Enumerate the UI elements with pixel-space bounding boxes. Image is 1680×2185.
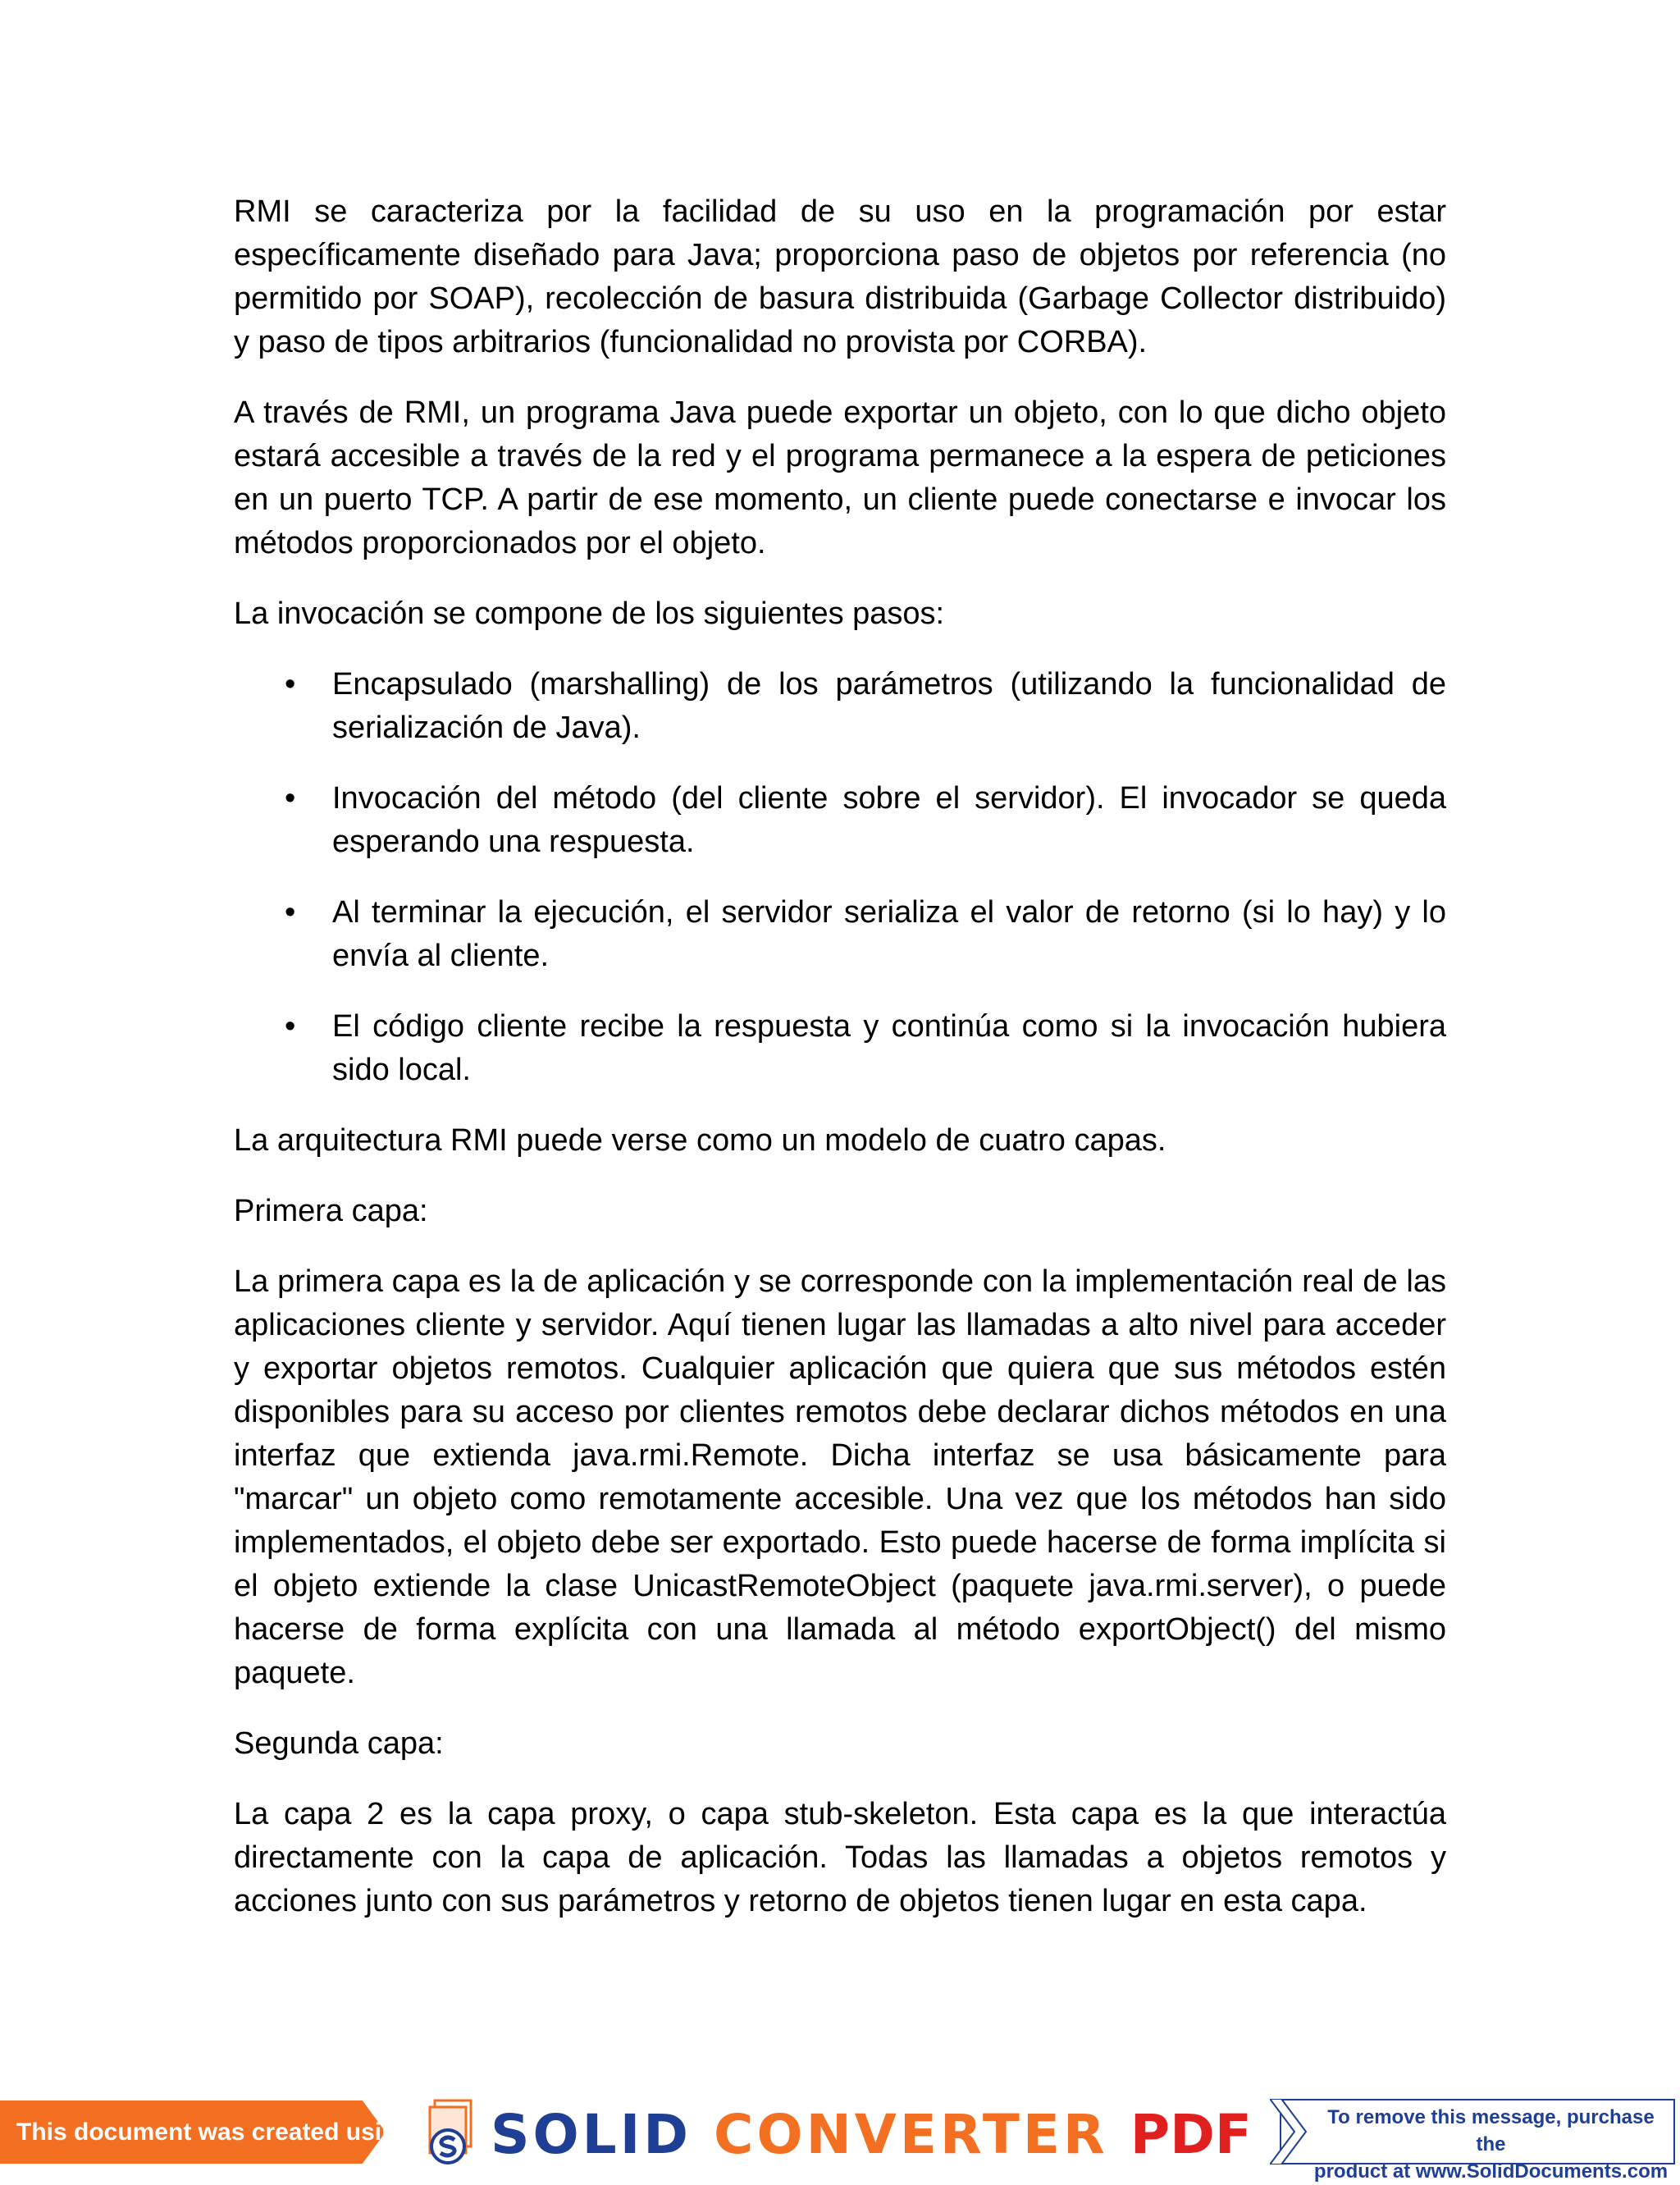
- solid-converter-banner[interactable]: [0, 2092, 1680, 2183]
- list-item: • Al terminar la ejecución, el servidor serializa el valor de retorno (si lo hay) y lo envía al cliente.: [234, 891, 1446, 978]
- heading-second-layer: Segunda capa:: [234, 1726, 444, 1761]
- list-item: • El código cliente recibe la respuesta y continúa como si la invocación hubiera sido local.: [234, 1005, 1446, 1092]
- notice-line-1: To remove this message, purchase the: [1327, 2106, 1655, 2155]
- paragraph-second-layer: La capa 2 es la capa proxy, o capa stub-skeleton. Esta capa es la que interactúa directamente con la capa de aplicación. Todas las llamadas a objetos remotos y acciones junto con sus parámetros y retorno de objetos tienen lugar en esta capa.: [234, 1797, 1446, 1918]
- paragraph-export: A través de RMI, un programa Java puede exportar un objeto, con lo que dicho objeto estará accesible a través de la red y el programa permanece a la espera de peticiones en un puerto TCP. A partir de ese momento, un cliente puede conectarse e invocar los métodos proporcionados por el objeto.: [234, 395, 1446, 560]
- notice-line-2: product at www.SolidDocuments.com: [1313, 2160, 1669, 2183]
- solid-converter-logo-icon: [427, 2099, 477, 2166]
- purchase-notice[interactable]: [1312, 2104, 1669, 2185]
- paragraph-intro: RMI se caracteriza por la facilidad de su uso en la programación por estar específicamente diseñado para Java; proporciona paso de objetos por referencia (no permitido por SOAP), recolección de basura distribuida (Garbage Collector distribuido) y paso de tipos arbitrarios (funcionalidad no provista por CORBA).: [234, 194, 1446, 359]
- paragraph-steps-intro: La invocación se compone de los siguientes pasos:: [234, 597, 945, 631]
- chevron-right-icon: [1270, 2099, 1311, 2164]
- paragraph-architecture: La arquitectura RMI puede verse como un modelo de cuatro capas.: [234, 1123, 1166, 1158]
- steps-list: [234, 663, 1446, 1092]
- bullet-icon: •: [285, 1009, 296, 1044]
- bullet-icon: •: [285, 667, 296, 702]
- paragraph-first-layer: La primera capa es la de aplicación y se corresponde con la implementación real de las aplicaciones cliente y servidor. Aquí tienen lugar las llamadas a alto nivel para acceder y exportar objetos remotos. Cualquier aplicación que quiera que sus métodos estén disponibles para su acceso por clientes remotos debe declarar dichos métodos en una interfaz que extienda java.rmi.Remote. Dicha interfaz se usa básicamente para "marcar" un objeto como remotamente accesible. Una vez que los métodos han sido implementados, el objeto debe ser exportado. Esto puede hacerse de forma implícita si el objeto extiende la clase UnicastRemoteObject (paquete java.rmi.server), o puede hacerse de forma explícita con una llamada al método exportObject() del mismo paquete.: [234, 1264, 1446, 1690]
- brand-wordmark: [491, 2102, 1252, 2168]
- list-item: • Invocación del método (del cliente sobre el servidor). El invocador se queda esperando una respuesta.: [234, 777, 1446, 864]
- bullet-icon: •: [285, 781, 296, 816]
- list-item: • Encapsulado (marshalling) de los parámetros (utilizando la funcionalidad de serialización de Java).: [234, 663, 1446, 750]
- brand-converter: CONVERTER: [714, 2103, 1108, 2166]
- bullet-icon: •: [285, 895, 296, 930]
- created-using-label: This document was created using: [16, 2119, 412, 2146]
- heading-first-layer: Primera capa:: [234, 1194, 428, 1228]
- document-body: [234, 190, 1446, 1950]
- brand-solid: SOLID: [491, 2103, 692, 2166]
- brand-pdf: PDF: [1130, 2103, 1252, 2166]
